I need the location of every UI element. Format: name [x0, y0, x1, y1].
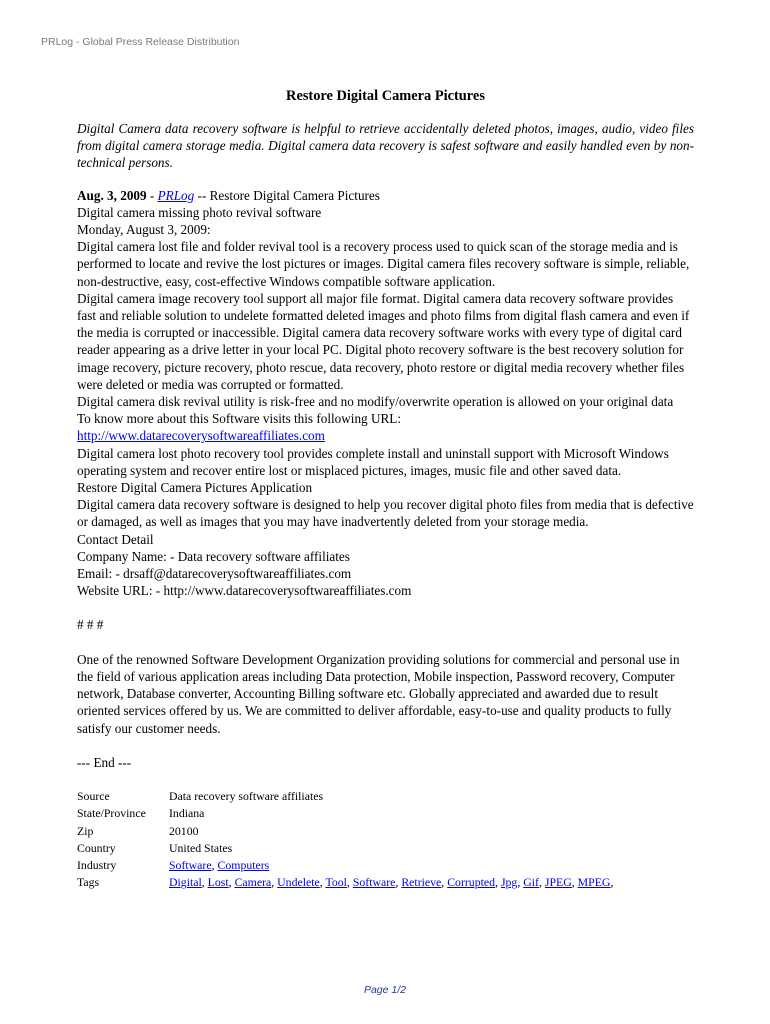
tag-link[interactable]: Digital	[169, 875, 202, 890]
industry-link[interactable]: Software	[169, 858, 212, 873]
tag-link[interactable]: Jpg	[500, 875, 518, 890]
body-line: To know more about this Software visits this following URL:	[77, 411, 401, 427]
tag-link[interactable]: MPEG	[577, 875, 611, 890]
page-title: Restore Digital Camera Pictures	[286, 88, 485, 104]
press-release	[77, 86, 694, 892]
meta-label: Industry	[77, 858, 117, 873]
meta-label: Source	[77, 788, 110, 803]
body-line: Contact Detail	[77, 531, 154, 547]
table-row	[77, 788, 613, 805]
dateline-separator: -	[146, 187, 158, 203]
meta-value: 20100	[169, 823, 199, 838]
body-line: Monday, August 3, 2009:	[77, 222, 211, 238]
body-line: Email: - drsaff@datarecoverysoftwareaffiliates.com	[77, 566, 352, 582]
table-row	[77, 805, 613, 822]
tag-link[interactable]: Lost	[207, 875, 229, 890]
website-link[interactable]: http://www.datarecoverysoftwareaffiliates.com	[77, 428, 325, 444]
meta-label: Zip	[77, 823, 94, 838]
meta-value: United States	[169, 840, 233, 855]
body-paragraph: Digital camera lost file and folder revival tool is a recovery process used to quick scan of the storage media and is performed to locate and revive the lost pictures or images. Digital camera files recovery software is simple, reliable, non-destructive, easy, cost-effective Windows compatible software application.	[77, 239, 690, 289]
body-paragraph: Digital camera image recovery tool support all major file format. Digital camera data recovery software provides fast and reliable solution to undelete formatted deleted images and photo films from digital flash camera and even if the media is corrupted or inaccessible. Digital camera data recovery software works with every type of digital card reader appearing as a drive letter in your local PC. Digital photo recovery software is the best recovery solution for image recovery, picture recovery, photo rescue, data recovery, photo restore or digital media recovery whether files were deleted or media was corrupted or formatted.	[77, 290, 690, 392]
dateline	[77, 187, 694, 204]
tag-link[interactable]: Corrupted	[447, 875, 496, 890]
table-row	[77, 857, 613, 874]
table-row	[77, 823, 613, 840]
tag-link[interactable]: Software	[352, 875, 396, 890]
body-line: Digital camera missing photo revival software	[77, 204, 322, 220]
body-paragraph: Digital camera disk revival utility is risk-free and no modify/overwrite operation is allowed on your original data	[77, 394, 674, 410]
industry-link[interactable]: Computers	[217, 858, 270, 873]
table-row	[77, 874, 613, 891]
industry-links: Software, Computers	[169, 858, 270, 873]
body-line: Website URL: - http://www.datarecoverysoftwareaffiliates.com	[77, 583, 412, 599]
body-paragraph: Digital camera data recovery software is designed to help you recover digital photo files from media that is defective or damaged, as well as images that you may have inadvertently deleted from your storage media.	[77, 497, 694, 530]
body-line: Restore Digital Camera Pictures Application	[77, 480, 313, 496]
body-line: Company Name: - Data recovery software affiliates	[77, 548, 350, 564]
table-row	[77, 840, 613, 857]
about-paragraph: One of the renowned Software Development Organization providing solutions for commercial and personal use in the field of various application areas including Data protection, Mobile inspection, Password recovery, Computer network, Database converter, Accounting Billing software etc. Globally appreciated and awarded due to result oriented services offered by us. We are committed to deliver affordable, easy-to-use and quality products to fully satisfy our customer needs.	[77, 651, 680, 736]
tag-link[interactable]: JPEG	[544, 875, 572, 890]
summary: Digital Camera data recovery software is helpful to retrieve accidentally deleted photos, images, audio, video files from digital camera storage media. Digital camera data recovery is safest software and easily handled even by non-technical persons.	[77, 121, 694, 171]
release-body	[77, 187, 694, 600]
meta-label: Country	[77, 840, 116, 855]
end-marker: --- End ---	[77, 754, 132, 770]
tag-links: Digital, Lost, Camera, Undelete, Tool, Software, Retrieve, Corrupted, Jpg, Gif, JPEG, MPEG,	[169, 875, 614, 890]
metadata-table	[77, 788, 613, 892]
hash-separator: # # #	[77, 617, 104, 633]
site-header: PRLog - Global Press Release Distribution	[41, 36, 240, 48]
meta-value: Indiana	[169, 806, 205, 821]
release-date: Aug. 3, 2009	[77, 187, 147, 203]
meta-value: Data recovery software affiliates	[169, 788, 324, 803]
body-paragraph: Digital camera lost photo recovery tool provides complete install and uninstall support with Microsoft Windows operating system and recover entire lost or misplaced pictures, images, music file and other saved data.	[77, 445, 669, 478]
dateline-title: -- Restore Digital Camera Pictures	[194, 187, 380, 203]
page-number: Page 1/2	[363, 984, 407, 996]
meta-label: Tags	[77, 875, 100, 890]
url-line	[77, 427, 694, 444]
prlog-link[interactable]: PRLog	[157, 187, 195, 203]
tag-link[interactable]: Tool	[325, 875, 347, 890]
tag-link[interactable]: Camera	[234, 875, 272, 890]
tag-link[interactable]: Gif	[523, 875, 539, 890]
meta-label: State/Province	[77, 806, 146, 821]
tag-link[interactable]: Undelete	[277, 875, 320, 890]
tag-link[interactable]: Retrieve	[401, 875, 442, 890]
